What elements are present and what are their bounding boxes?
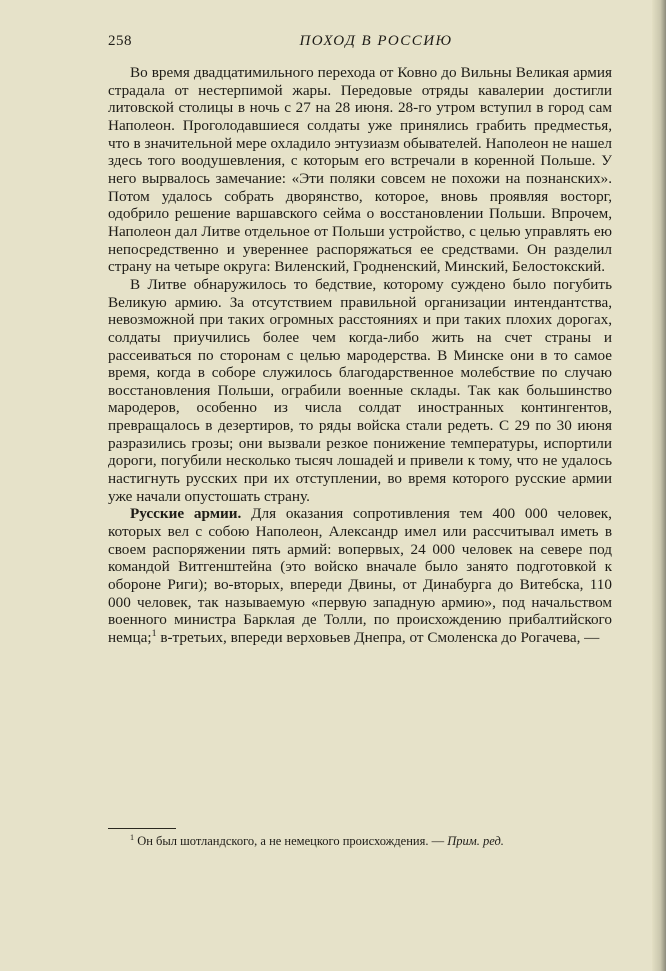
page-header [108,33,614,55]
footnote-text: Он был шотландского, а не немецкого происхождения. — [137,834,445,848]
paragraph-text: В Литве обнаружилось то бедствие, которому суждено было погубить Великую армию. За отсутствием правильной организации интендантства, невозможной при таких огромных расстояниях и при таких плохих дорогах, солдаты приучились более чем когда-либо жить на счет страны и рассеиваться по сторонам с целью мародерства. В Минске они в то самое время, когда в соборе служилось благодарственное молебствие по случаю восстановления Польши, ограбили военные склады. Так как большинство мародеров, особенно из числа солдат иностранных контингентов, превращалось в дезертиров, то ряды войска стали редеть. С 29 по 30 июня разразились грозы; они вызвали резкое понижение температуры, испортили дороги, погубили несколько тысяч лошадей и привели к тому, что не удалось настигнуть русских при их отступлении, во время которого русские армии уже начали опустошать страну. [108,275,612,505]
paragraph-text: Во время двадцатимильного перехода от Ковно до Вильны Великая армия страдала от нестерпимой жары. Передовые отряды кавалерии достигли литовской столицы в ночь с 27 на 28 июня. 28-го утром вступил в город сам Наполеон. Проголодавшиеся солдаты уже принялись грабить предместья, что в значительной мере охладило энтузиазм обывателей. Наполеон не нашел здесь того воодушевления, с которым его встречали в коренной Польше. У него вырвалось замечание: «Эти поляки совсем не похожи на познанских». Потом удалось собрать дворянство, которое, вновь проявляя восторг, одобрило решение варшавского сейма о восстановлении Польши. Впрочем, Наполеон дал Литве отдельное от Польши устройство, с целью управлять ею непосредственно и увереннее распоряжаться ее средствами. Он разделил страну на четыре округа: Виленский, Гродненский, Минский, Белостокский. [108,64,612,276]
footnote-divider [108,828,176,829]
paragraph [108,64,612,276]
paragraph [108,276,612,506]
section-run-in-heading: Русские армии. [130,505,242,523]
footnote-reference: 1 [151,627,157,639]
page-number: 258 [108,33,132,49]
paragraph-text: Для оказания сопротивления тем 400 000 человек, которых вел с собою Наполеон, Александр имел или рассчитывал иметь в своем распоряжении пять армий: вопервых, 24 000 человек на севере под командой Витгенштейна (это войско вначале было занято подготовкой к обороне Риги); во-вторых, впереди Двины, от Динабурга до Витебска, 110 000 человек, так называемую «первую западную армию», под начальством военного министра Барклая де Толли, по происхождению прибалтийского немца; [108,505,612,646]
footnote-mark: 1 [130,832,135,842]
paragraph-text-continued: в-третьих, впереди верховьев Днепра, от Смоленска до Рогачева, — [156,629,600,646]
body-text [108,64,612,647]
footnote [130,833,614,849]
paragraph [108,505,612,646]
footnote-credit: Прим. ред. [447,834,504,848]
page-edge-shadow [652,0,666,971]
running-title: ПОХОД В РОССИЮ [299,33,453,49]
